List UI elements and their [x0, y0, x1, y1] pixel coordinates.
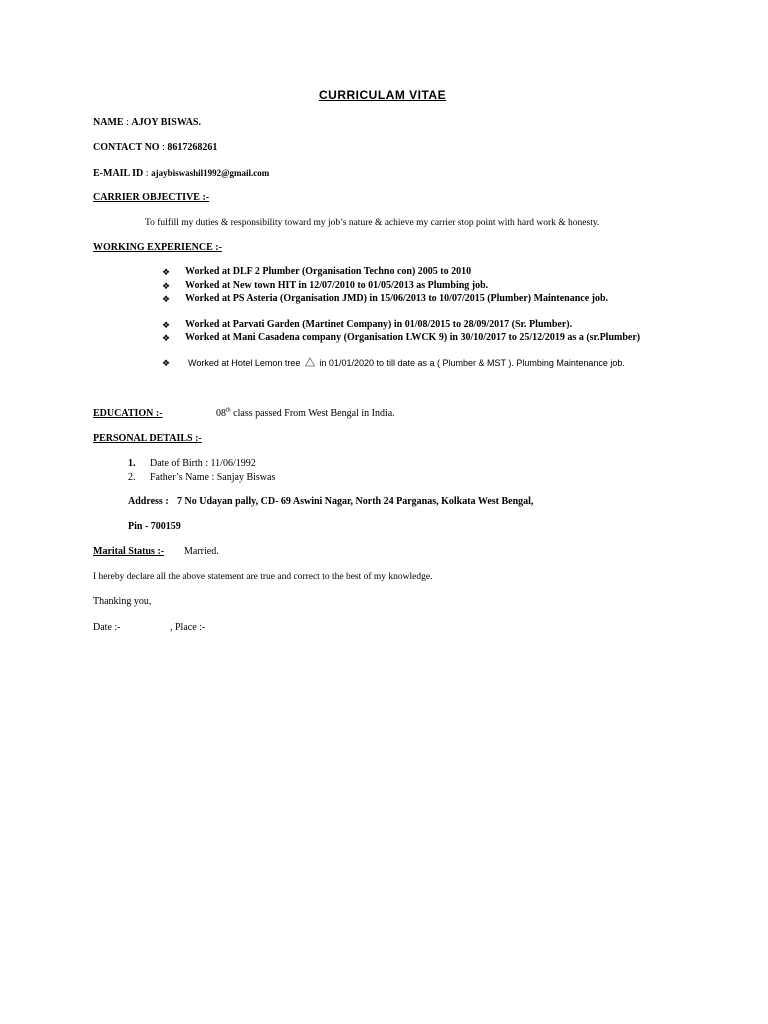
- experience-item-lemon-tree: [188, 357, 625, 370]
- experience-item: Worked at New town HIT in 12/07/2010 to 01/05/2013 as Plumbing job.: [185, 280, 489, 291]
- dob-text: Date of Birth : 11/06/1992: [150, 458, 256, 469]
- personal-heading: PERSONAL DETAILS :-: [93, 433, 202, 444]
- name-sep: :: [123, 117, 132, 128]
- document-title: CURRICULAM VITAE: [319, 88, 447, 102]
- marital-value: Married.: [184, 546, 219, 557]
- contact-label: CONTACT NO: [93, 142, 160, 153]
- contact-sep: :: [159, 142, 168, 153]
- father-number: 2.: [128, 472, 136, 483]
- dob-number: 1.: [128, 458, 136, 469]
- experience-heading: WORKING EXPERIENCE :-: [93, 242, 222, 253]
- name-value: AJOY BISWAS.: [131, 117, 201, 128]
- education-num: 08: [216, 408, 226, 419]
- bullet-icon: ❖: [162, 320, 171, 330]
- objective-heading: CARRIER OBJECTIVE :-: [93, 192, 210, 203]
- name-line: [93, 117, 201, 129]
- experience-item: Worked at PS Asteria (Organisation JMD) in 15/06/2013 to 10/07/2015 (Plumber) Maintenance job.: [185, 293, 609, 304]
- education-text: [216, 408, 395, 420]
- thanks-text: Thanking you,: [93, 596, 152, 607]
- bullet-icon: ❖: [162, 281, 171, 291]
- address-text: 7 No Udayan pally, CD- 69 Aswini Nagar, North 24 Parganas, Kolkata West Bengal,: [177, 496, 534, 507]
- name-label: NAME: [93, 117, 124, 128]
- contact-line: [93, 142, 217, 154]
- bullet-icon: ❖: [162, 294, 171, 304]
- email-label: E-MAIL ID: [93, 168, 144, 179]
- experience-item-text: Worked at Hotel Lemon tree: [188, 358, 301, 368]
- experience-item: Worked at DLF 2 Plumber (Organisation Techno con) 2005 to 2010: [185, 266, 472, 277]
- warning-triangle-icon: [305, 357, 315, 370]
- declaration-text: I hereby declare all the above statement are true and correct to the best of my knowledge.: [93, 572, 433, 582]
- education-rest: class passed From West Bengal in India.: [230, 408, 395, 419]
- father-text: Father’s Name : Sanjay Biswas: [150, 472, 276, 483]
- address-label: Address :: [128, 496, 169, 507]
- email-value: ajaybiswashil1992@gmail.com: [151, 168, 270, 178]
- education-sup: th: [226, 407, 231, 414]
- marital-label: Marital Status :-: [93, 546, 165, 557]
- bullet-icon: ❖: [162, 267, 171, 277]
- objective-text: To fulfill my duties & responsibility toward my job’s nature & achieve my carrier stop point with hard work & honesty.: [145, 218, 600, 228]
- experience-item: Worked at Parvati Garden (Martinet Company) in 01/08/2015 to 28/09/2017 (Sr. Plumber).: [185, 319, 573, 330]
- contact-value: 8617268261: [167, 142, 218, 153]
- bullet-icon: ❖: [162, 358, 171, 368]
- email-sep: :: [143, 168, 152, 179]
- pin-text: Pin - 700159: [128, 521, 181, 532]
- email-line: [93, 167, 269, 180]
- experience-item-text-cont: in 01/01/2020 to till date as a ( Plumber & MST ). Plumbing Maintenance job.: [319, 358, 625, 368]
- education-heading: EDUCATION :-: [93, 408, 163, 419]
- bullet-icon: ❖: [162, 333, 171, 343]
- place-label: , Place :-: [170, 622, 206, 633]
- experience-item: Worked at Mani Casadena company (Organisation LWCK 9) in 30/10/2017 to 25/12/2019 as a (sr.Plumber): [185, 332, 641, 343]
- date-label: Date :-: [93, 622, 121, 633]
